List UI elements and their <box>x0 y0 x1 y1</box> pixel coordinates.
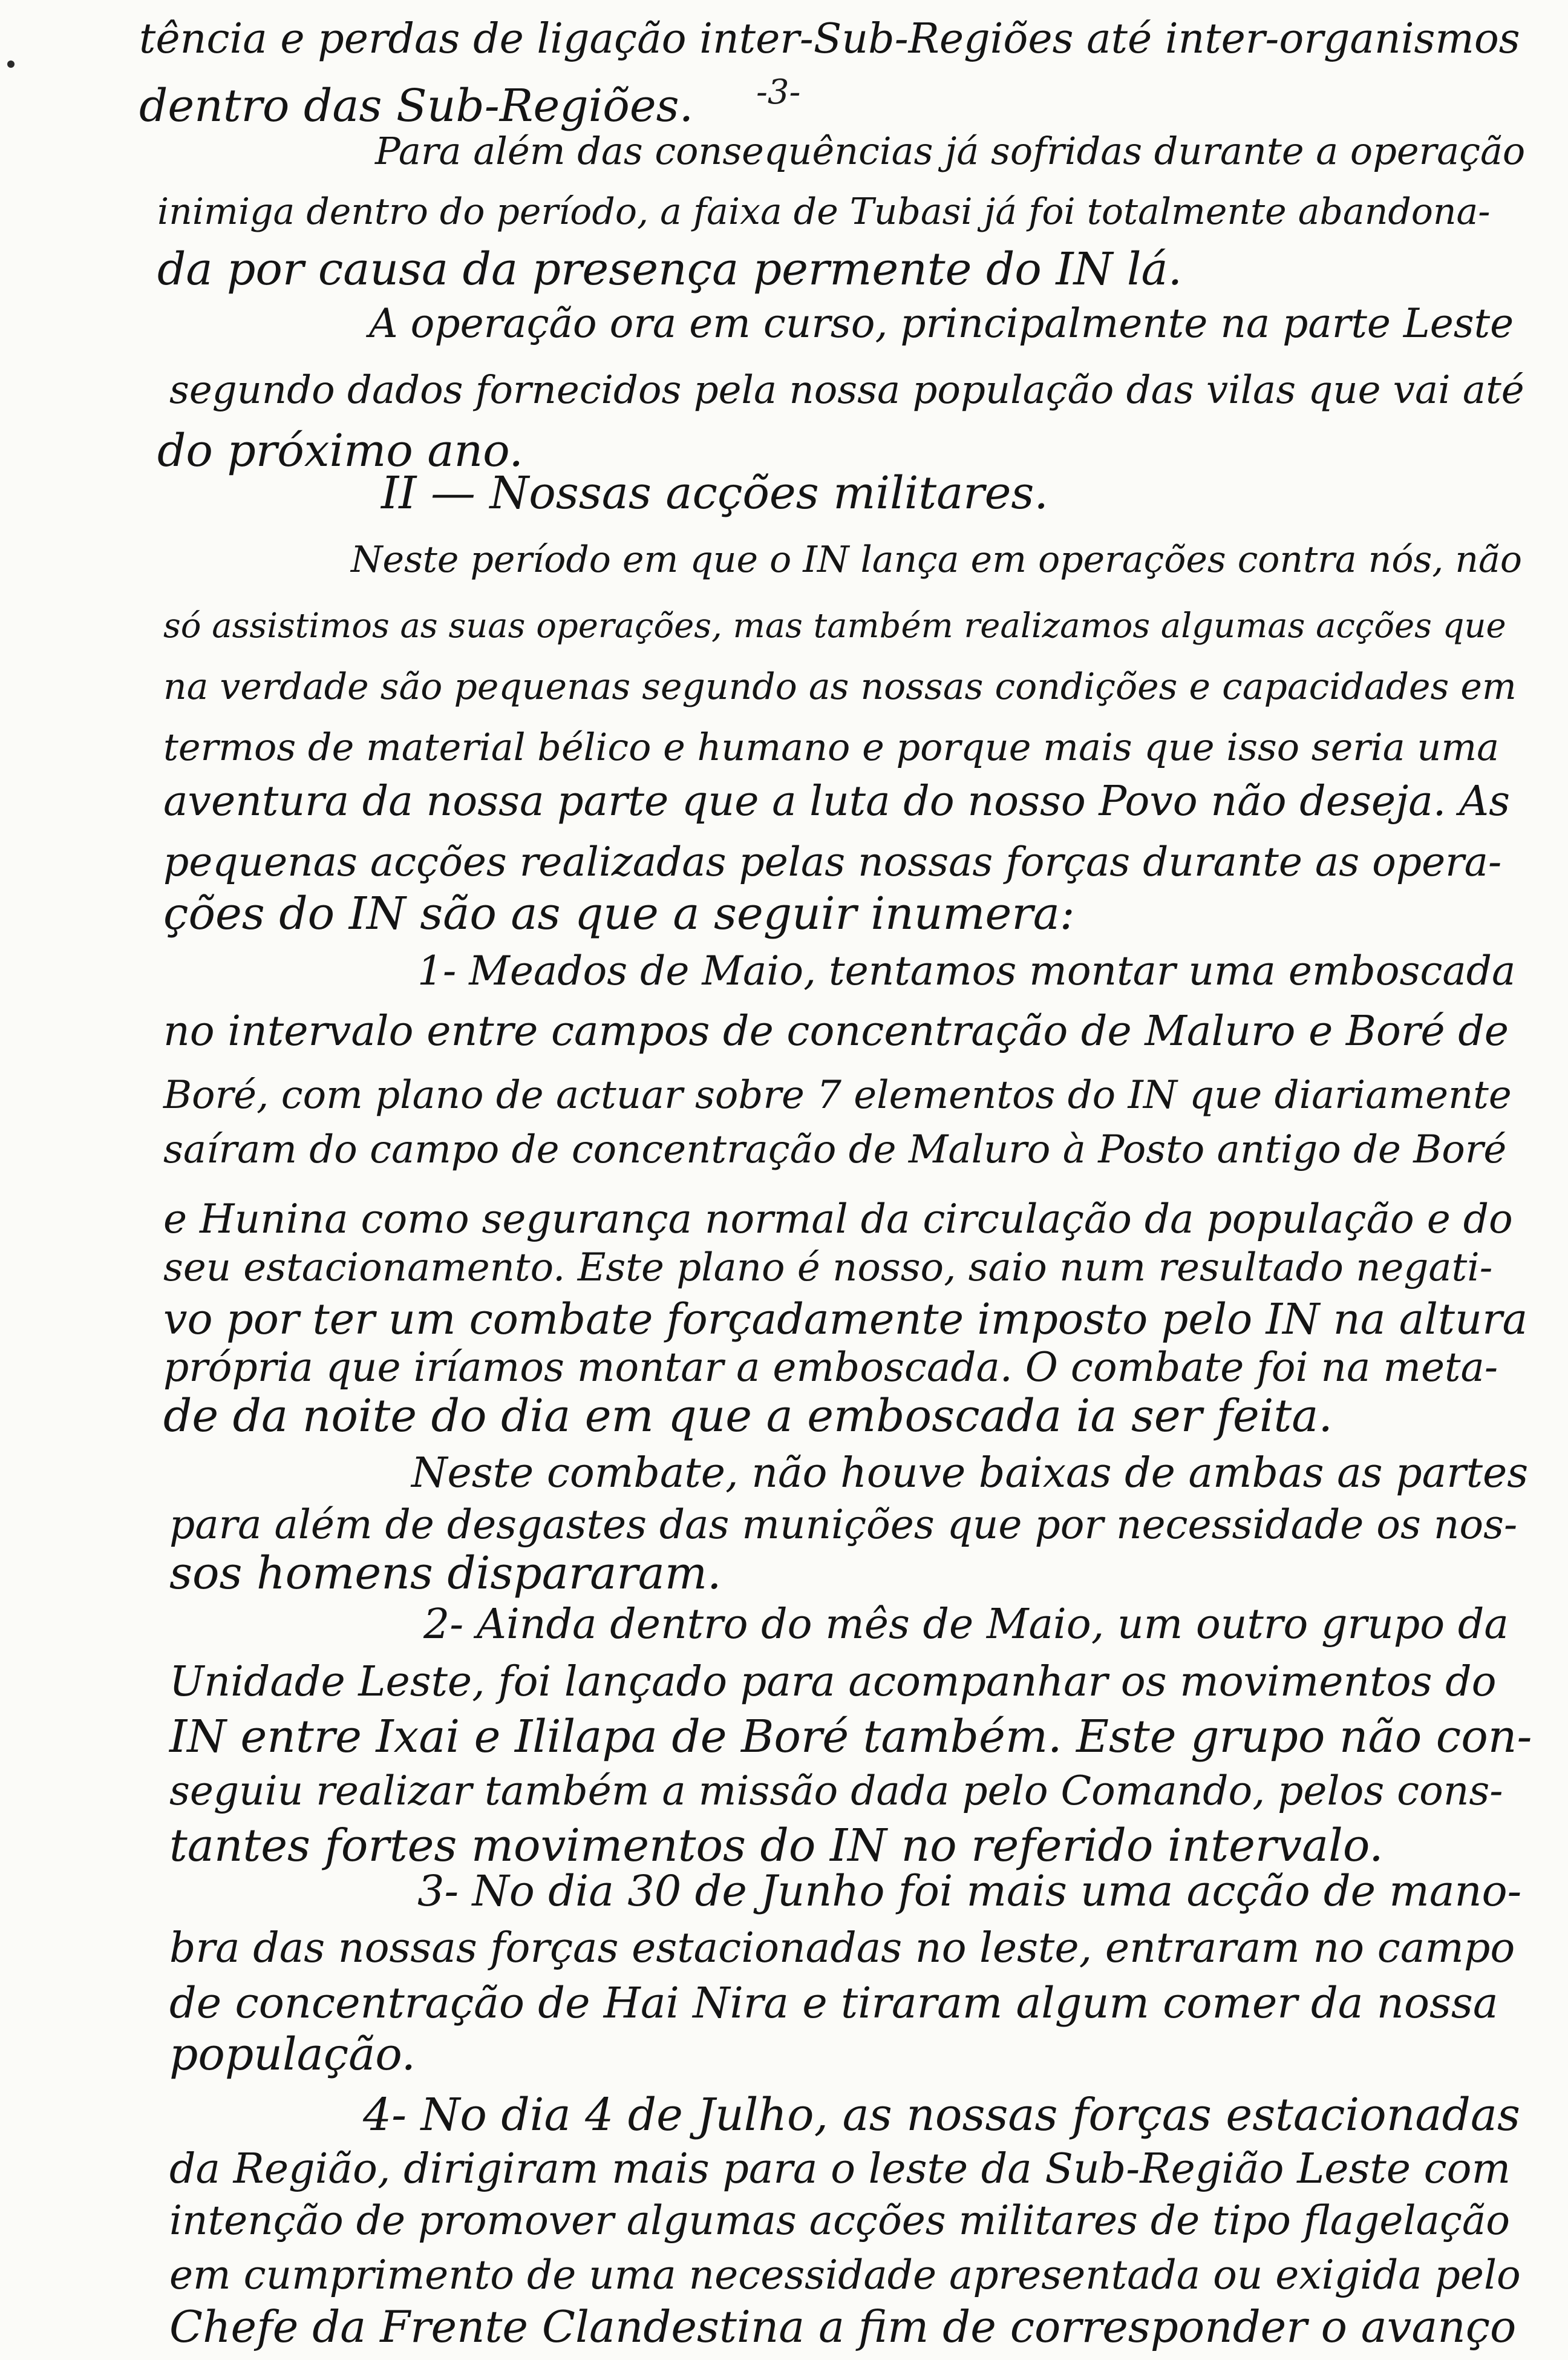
text-line: saíram do campo de concentração de Maluro à Posto antigo de Boré <box>163 1127 1507 1172</box>
text-line: sos homens dispararam. <box>169 1547 722 1599</box>
text-line: de concentração de Hai Nira e tiraram algum comer da nossa <box>169 1978 1498 2028</box>
text-line: da por causa da presença permente do IN lá. <box>157 243 1183 295</box>
text-line: e Hunina como segurança normal da circulação da população e do <box>163 1196 1513 1242</box>
text-line: bra das nossas forças estacionadas no leste, entraram no campo <box>169 1924 1515 1972</box>
text-line: Unidade Leste, foi lançado para acompanhar os movimentos do <box>169 1658 1497 1706</box>
text-line: ções do IN são as que a seguir inumera: <box>163 888 1075 940</box>
text-line: própria que iríamos montar a emboscada. O combate foi na meta- <box>163 1344 1498 1391</box>
margin-dot <box>7 61 15 68</box>
text-line: Neste período em que o IN lança em operações contra nós, não <box>351 539 1522 581</box>
text-line: pequenas acções realizadas pelas nossas forças durante as opera- <box>163 839 1502 885</box>
list-item: 3- No dia 30 de Junho foi mais uma acção de mano- <box>417 1866 1522 1916</box>
text-line: no intervalo entre campos de concentração de Maluro e Boré de <box>163 1008 1509 1055</box>
text-line: IN entre Ixai e Ililapa de Boré também. Este grupo não con- <box>169 1711 1532 1763</box>
text-line: para além de desgastes das munições que por necessidade os nos- <box>169 1501 1518 1548</box>
text-line: inimiga dentro do período, a faixa de Tubasi já foi totalmente abandona- <box>157 191 1491 233</box>
text-line: seguiu realizar também a missão dada pelo Comando, pelos cons- <box>169 1768 1503 1814</box>
section-heading: II — Nossas acções militares. <box>381 467 1048 519</box>
text-line: população. <box>169 2028 416 2080</box>
text-line: da Região, dirigiram mais para o leste da Sub-Região Leste com <box>169 2145 1511 2193</box>
text-line: segundo dados fornecidos pela nossa população das vilas que vai até <box>169 368 1524 413</box>
text-line: do próximo ano. <box>157 425 523 477</box>
list-item: 2- Ainda dentro do mês de Maio, um outro grupo da <box>423 1601 1509 1648</box>
text-line: de da noite do dia em que a emboscada ia ser feita. <box>163 1390 1333 1442</box>
text-line: em cumprimento de uma necessidade apresentada ou exigida pelo <box>169 2252 1521 2298</box>
text-line: dentro das Sub-Regiões. <box>139 80 694 132</box>
text-line: Boré, com plano de actuar sobre 7 elementos do IN que diariamente <box>163 1073 1512 1118</box>
text-line: intenção de promover algumas acções militares de tipo flagelação <box>169 2197 1510 2244</box>
text-line: tantes fortes movimentos do IN no referido intervalo. <box>169 1820 1383 1872</box>
list-item: 1- Meados de Maio, tentamos montar uma emboscada <box>417 948 1516 994</box>
text-line: Chefe da Frente Clandestina a fim de corresponder o avanço <box>169 2301 1517 2352</box>
text-line: vo por ter um combate forçadamente imposto pelo IN na altura <box>163 1294 1528 1344</box>
list-item: 4- No dia 4 de Julho, as nossas forças estacionadas <box>363 2089 1520 2141</box>
text-line: Neste combate, não houve baixas de ambas as partes <box>411 1449 1529 1497</box>
text-line: tência e perdas de ligação inter-Sub-Regiões até inter-organismos <box>139 15 1520 63</box>
text-line: seu estacionamento. Este plano é nosso, saio num resultado negati- <box>163 1245 1493 1290</box>
text-line: só assistimos as suas operações, mas também realizamos algumas acções que <box>163 606 1506 646</box>
page-number: -3- <box>756 73 801 112</box>
text-line: aventura da nossa parte que a luta do nosso Povo não deseja. As <box>163 778 1511 825</box>
text-line: na verdade são pequenas segundo as nossas condições e capacidades em <box>163 666 1517 708</box>
text-line: Para além das consequências já sofridas durante a operação <box>375 129 1526 173</box>
text-line: termos de material bélico e humano e porque mais que isso seria uma <box>163 725 1500 769</box>
text-line: A operação ora em curso, principalmente na parte Leste <box>369 300 1514 347</box>
